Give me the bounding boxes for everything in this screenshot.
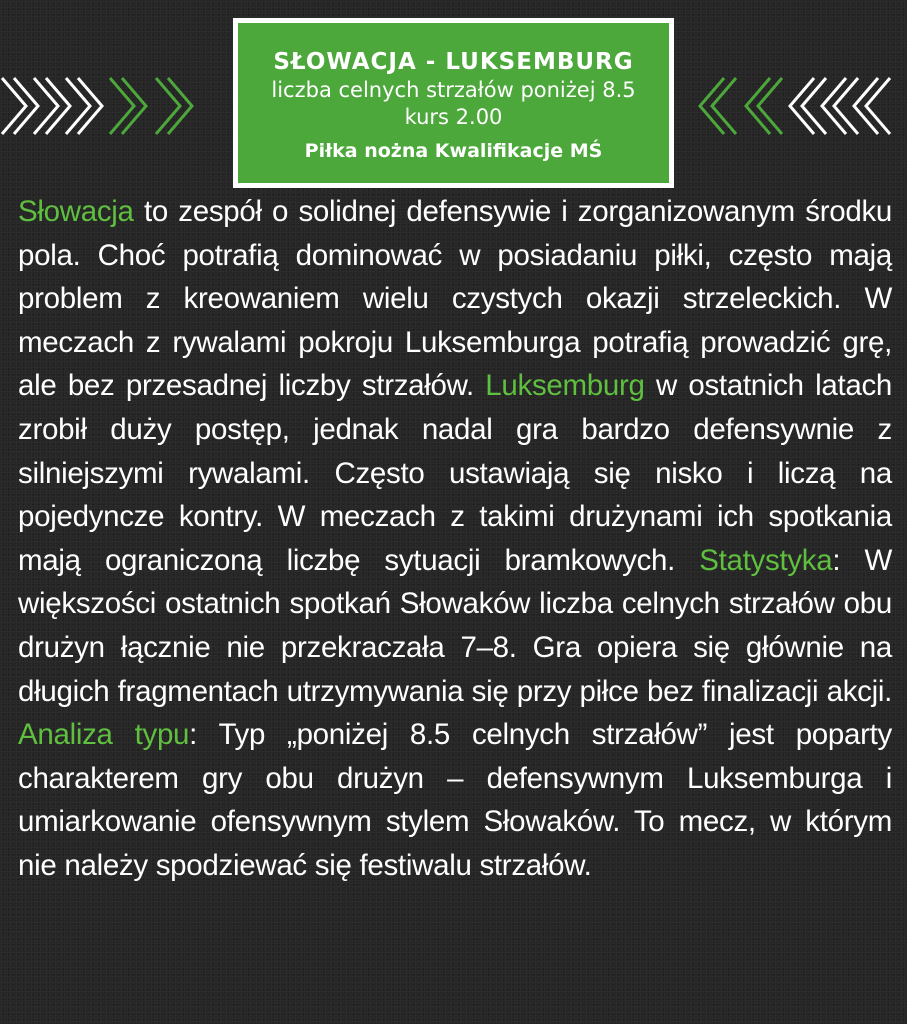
keyword-luxembourg: Luksemburg: [485, 369, 645, 403]
competition-label: Piłka nożna Kwalifikacje MŚ: [304, 140, 603, 162]
double-chevron-left-icon: [692, 72, 892, 140]
paragraph-statistics: : W większości ostatnich spotkań Słowaków liczba celnych strzałów obu drużyn łącznie nie przekraczała 7–8. Gra opiera się głównie na długich fragmentach utrzymywania się przy piłce bez finalizacji akcji.: [18, 543, 892, 708]
paragraph-analysis: : Typ „poniżej 8.5 celnych strzałów” jest poparty charakterem gry obu drużyn – defensywnym Luksemburga i umiarkowanie ofensywnym stylem Słowaków. To mecz, w którym nie należy spodziewać się festiwalu strzałów.: [18, 718, 892, 882]
match-header-box: [233, 18, 674, 188]
match-title: SŁOWACJA - LUKSEMBURG: [273, 49, 634, 75]
keyword-analysis: Analiza typu: [18, 718, 190, 752]
analysis-text: [18, 190, 892, 888]
double-chevron-right-icon: [0, 72, 200, 140]
keyword-slovakia: Słowacja: [18, 195, 134, 228]
bet-description: liczba celnych strzałów poniżej 8.5: [271, 78, 636, 102]
odds-label: kurs 2.00: [404, 105, 503, 129]
paragraph-slovakia: to zespół o solidnej defensywie i zorganizowanym środku pola. Choć potrafią dominować w posiadaniu piłki, często mają problem z kreowaniem wielu czystych okazji strzeleckich. W meczach z rywalami pokroju Luksemburga potrafią prowadzić grę, ale bez przesadnej liczby strzałów.: [18, 195, 892, 403]
keyword-statistics: Statystyka: [699, 543, 833, 577]
paragraph-luxembourg: w ostatnich latach zrobił duży postęp, jednak nadal gra bardzo defensywnie z silniejszymi rywalami. Często ustawiają się nisko i liczą na pojedyncze kontry. W meczach z takimi drużynami ich spotkania mają ograniczoną liczbę sytuacji bramkowych.: [18, 369, 893, 577]
